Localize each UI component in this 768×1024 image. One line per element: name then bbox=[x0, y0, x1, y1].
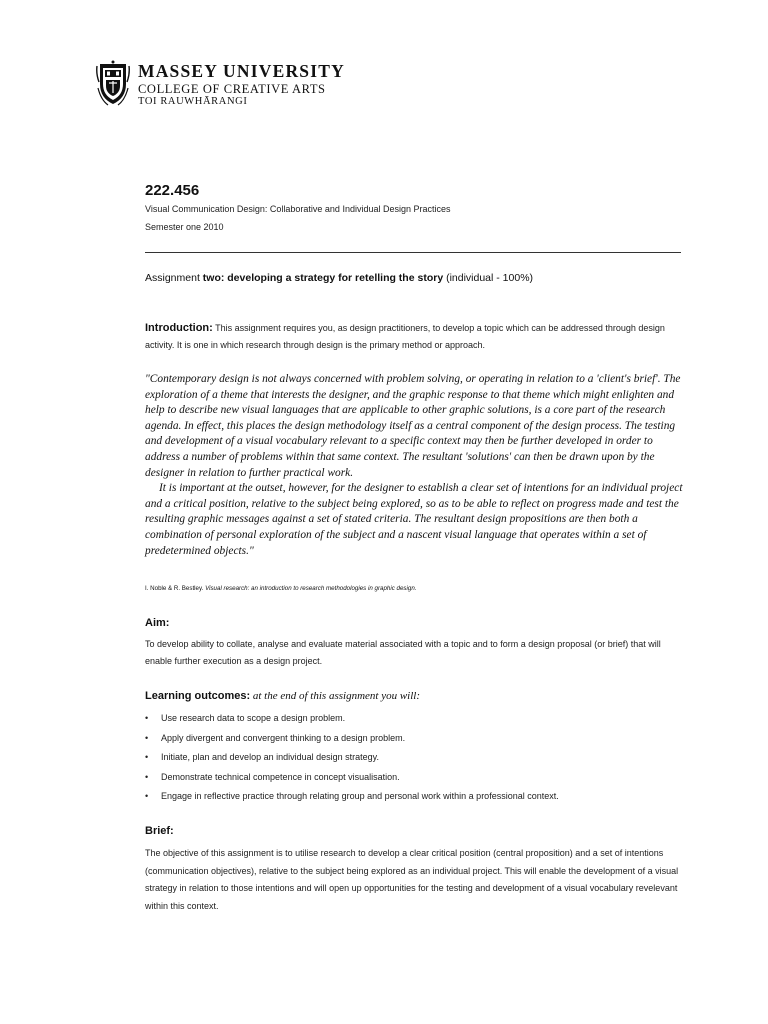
citation-work: Visual research: an introduction to research methodologies in graphic design. bbox=[205, 585, 417, 592]
college-maori-name: TOI RAUWHĀRANGI bbox=[138, 96, 248, 107]
learning-outcomes-heading bbox=[145, 690, 420, 702]
quote-paragraph: It is important at the outset, however, for the designer to establish a clear set of intentions for an individual project and a critical position, relative to the subject being explored, so as to be able to reflect on progress made and test the resulting graphic messages against a set of stated criteria. The resultant design propositions are then both a combination of personal exploration of the subject and a nascent visual language that operates within a set of predetermined objects." bbox=[145, 482, 683, 557]
bullet: • bbox=[145, 732, 149, 743]
introduction bbox=[145, 320, 685, 354]
bullet: • bbox=[145, 713, 149, 723]
bullet: • bbox=[145, 752, 149, 762]
aim-heading: Aim: bbox=[145, 617, 170, 629]
bullet: • bbox=[145, 771, 149, 782]
list-item bbox=[145, 769, 685, 789]
introduction-heading: Introduction: bbox=[145, 322, 213, 334]
learning-outcomes-list bbox=[145, 710, 685, 808]
course-code: 222.456 bbox=[145, 182, 200, 199]
semester: Semester one 2010 bbox=[145, 222, 224, 232]
university-name: MASSEY UNIVERSITY bbox=[138, 61, 345, 81]
list-item-text: Use research data to scope a design problem. bbox=[161, 713, 346, 723]
list-item-text: Engage in reflective practice through relating group and personal work within a professional context. bbox=[161, 791, 559, 801]
assignment-heading bbox=[145, 272, 533, 284]
list-item-text: Initiate, plan and develop an individual design strategy. bbox=[161, 752, 379, 762]
list-item-text: Demonstrate technical competence in concept visualisation. bbox=[161, 771, 400, 782]
aim-text: To develop ability to collate, analyse and evaluate material associated with a topic and to form a design proposal (or brief) that will enable further execution as a design project. bbox=[145, 639, 661, 666]
brief-text: The objective of this assignment is to utilise research to develop a clear critical position (central proposition) and a set of intentions (communication objectives), relative to the subject being explored as an individual project. This will enable the development of a visual strategy in relation to those intentions and will open up opportunities for the testing and development of a visual vocabulary revelevant within this context. bbox=[145, 848, 679, 911]
introduction-text: This assignment requires you, as design practitioners, to develop a topic which can be addressed through design activity. It is one in which research through design is the primary method or approach. bbox=[145, 323, 665, 350]
citation-authors: I. Noble & R. Bestley. bbox=[145, 585, 206, 592]
bullet: • bbox=[145, 791, 149, 801]
list-item bbox=[145, 749, 685, 769]
list-item bbox=[145, 788, 685, 808]
university-crest-icon bbox=[96, 60, 130, 106]
college-name: COLLEGE OF CREATIVE ARTS bbox=[138, 82, 326, 96]
university-logo bbox=[96, 60, 345, 108]
list-item bbox=[145, 710, 685, 730]
brief-heading: Brief: bbox=[145, 825, 174, 837]
assignment-title: two: developing a strategy for retelling the story bbox=[202, 272, 444, 284]
course-title: Visual Communication Design: Collaborative and Individual Design Practices bbox=[145, 204, 451, 214]
assignment-prefix: Assignment bbox=[145, 272, 203, 284]
divider bbox=[145, 252, 681, 253]
assignment-weighting: (individual - 100%) bbox=[443, 272, 534, 284]
citation bbox=[145, 585, 417, 592]
learning-outcomes-note: at the end of this assignment you will: bbox=[250, 690, 421, 702]
list-item bbox=[145, 730, 685, 750]
block-quote bbox=[145, 372, 690, 559]
list-item-text: Apply divergent and convergent thinking to a design problem. bbox=[161, 732, 406, 743]
quote-paragraph: "Contemporary design is not always concerned with problem solving, or operating in relation to a 'client's brief'. The exploration of a theme that interests the designer, and the graphic response to that theme which might enlighten and help to describe new visual languages that are applicable to other graphic solutions, is a core part of the research agenda. In effect, this places the design methodology itself as a central component of the design process. The testing and development of a visual vocabulary relevant to a specific context may then be further developed in order to address a number of problems within that same context. The resultant 'solutions' can then be drawn upon by the designer in relation to further practical work. bbox=[145, 373, 681, 479]
learning-outcomes-title: Learning outcomes: bbox=[145, 690, 251, 702]
